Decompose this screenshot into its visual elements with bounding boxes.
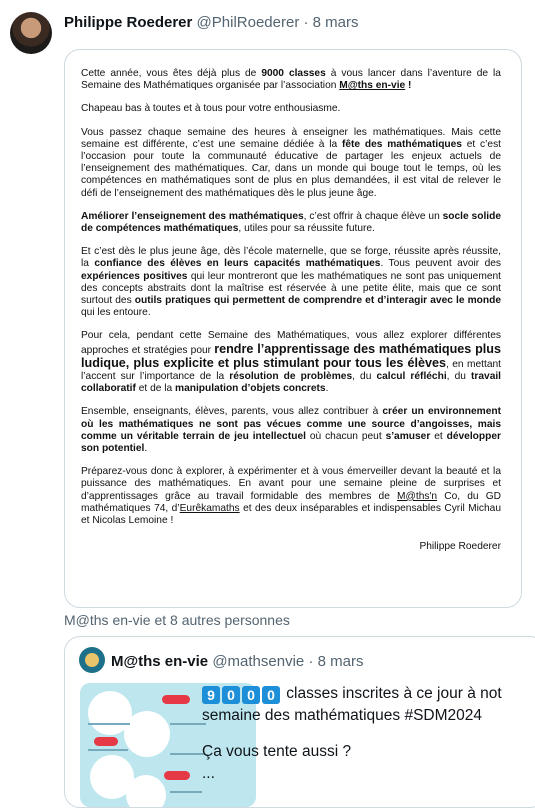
letter-paragraph-8: Préparez-vous donc à explorer, à expérimenter et à vous émerveiller devant la beauté et la puissance des mathématiques. En avant pour une semaine pleine de surprises et d’apprentissages grâce au travail formidable des membres de M@ths'n Co, du GD mathématiques 74, d’Eurêkamaths et des deux inséparables et indispensables Cyril Michau et Nicolas Lemoine ! <box>81 466 501 527</box>
quoted-text-line-1: 9 0 0 0 classes inscrites à ce jour à not <box>202 683 502 705</box>
letter-image[interactable] <box>64 49 522 608</box>
keycap-digit: 0 <box>262 686 280 704</box>
quoted-author-avatar[interactable] <box>79 647 105 673</box>
thumbnail-tag <box>94 737 118 746</box>
quoted-tweet[interactable] <box>64 636 535 808</box>
keycap-digit: 0 <box>222 686 240 704</box>
thumbnail-bubble <box>126 775 166 807</box>
letter-paragraph-5: Et c’est dès le plus jeune âge, dès l’école maternelle, que se forge, réussite après réussite, la confiance des élèves en leurs capacités mathématiques. Tous peuvent avoir des expériences positives qui leur montreront que les mathématiques ne sont pas uniquement des concepts abstraits dont la maîtrise est réservée à une petite élite, mais que ce sont surtout des outils pratiques qui permettent de comprendre et d’interagir avec le monde qui les entoure. <box>81 246 502 319</box>
quoted-tweet-text <box>202 683 502 785</box>
quoted-author-name[interactable]: M@ths en-vie <box>111 653 209 670</box>
thumbnail-line <box>170 723 206 725</box>
separator-dot: · <box>303 14 309 31</box>
thumbnail-tag <box>162 695 190 704</box>
letter-document <box>81 68 501 565</box>
letter-paragraph-7: Ensemble, enseignants, élèves, parents, vous allez contribuer à créer un environnement où les mathématiques ne sont pas vécues comme une source d’angoisses, mais comme un véritable terrain de jeu intellectuel où chacun peut s’amuser et développer son potentiel. <box>81 406 502 455</box>
letter-paragraph-1: Cette année, vous êtes déjà plus de 9000 classes à vous lancer dans l’aventure de la Semaine des Mathématiques organisée par l’association M@ths en-vie ! <box>81 68 501 92</box>
quoted-text-line-2: semaine des mathématiques #SDM2024 <box>202 707 483 724</box>
quoted-text-line-3: Ça vous tente aussi ? <box>202 743 352 760</box>
author-name[interactable]: Philippe Roederer <box>64 14 193 31</box>
thumbnail-line <box>170 753 204 755</box>
author-handle[interactable]: @PhilRoederer <box>196 14 300 31</box>
letter-paragraph-6: Pour cela, pendant cette Semaine des Mathématiques, vous allez explorer différentes approches et stratégies pour rendre l’apprentissage des mathématiques plus ludique, plus explicite et plus stimulant pour tous les élèves, en mettant l’accent sur l’importance de la résolution de problèmes, du calcul réfléchi, du travail collaboratif et de la manipulation d’objets concrets. <box>81 330 502 395</box>
quoted-author-handle[interactable]: @mathsenvie <box>212 653 305 670</box>
keycap-digit: 9 <box>202 686 220 704</box>
quoted-tweet-date[interactable]: 8 mars <box>317 653 364 670</box>
quoted-tweet-header <box>111 653 363 670</box>
author-avatar[interactable] <box>10 12 52 54</box>
keycap-digit: 0 <box>242 686 260 704</box>
letter-paragraph-2: Chapeau bas à toutes et à tous pour votre enthousiasme. <box>81 103 341 115</box>
thumbnail-bubble <box>124 711 170 757</box>
tweet-date[interactable]: 8 mars <box>312 14 359 31</box>
letter-paragraph-3: Vous passez chaque semaine des heures à enseigner les mathématiques. Mais cette semaine est différente, c’est une semaine dédiée à la fête des mathématiques et c’est l’occasion pour toute la communauté éducative de partager les enjeux actuels de l’enseignement des mathématiques. Car, dans un monde qui bouge tout le temps, où les compétences en mathématiques sont de plus en plus demandées, il est vital de relever le défi de l’enseignement des mathématiques dès le plus jeune âge. <box>81 126 501 199</box>
quoted-separator-dot: · <box>308 653 314 670</box>
tweet-header <box>64 14 359 31</box>
letter-paragraph-4: Améliorer l’enseignement des mathématiques, c’est offrir à chaque élève un socle solide de compétences mathématiques, utiles pour sa réussite future. <box>81 210 501 235</box>
thumbnail-line <box>170 791 202 793</box>
letter-signature: Philippe Roederer <box>419 541 501 553</box>
liked-by-line[interactable]: M@ths en-vie et 8 autres personnes <box>64 612 290 628</box>
thumbnail-line <box>88 749 128 751</box>
thumbnail-tag <box>164 771 190 780</box>
quoted-text-line-4: ... <box>202 765 215 782</box>
thumbnail-line <box>88 723 130 725</box>
